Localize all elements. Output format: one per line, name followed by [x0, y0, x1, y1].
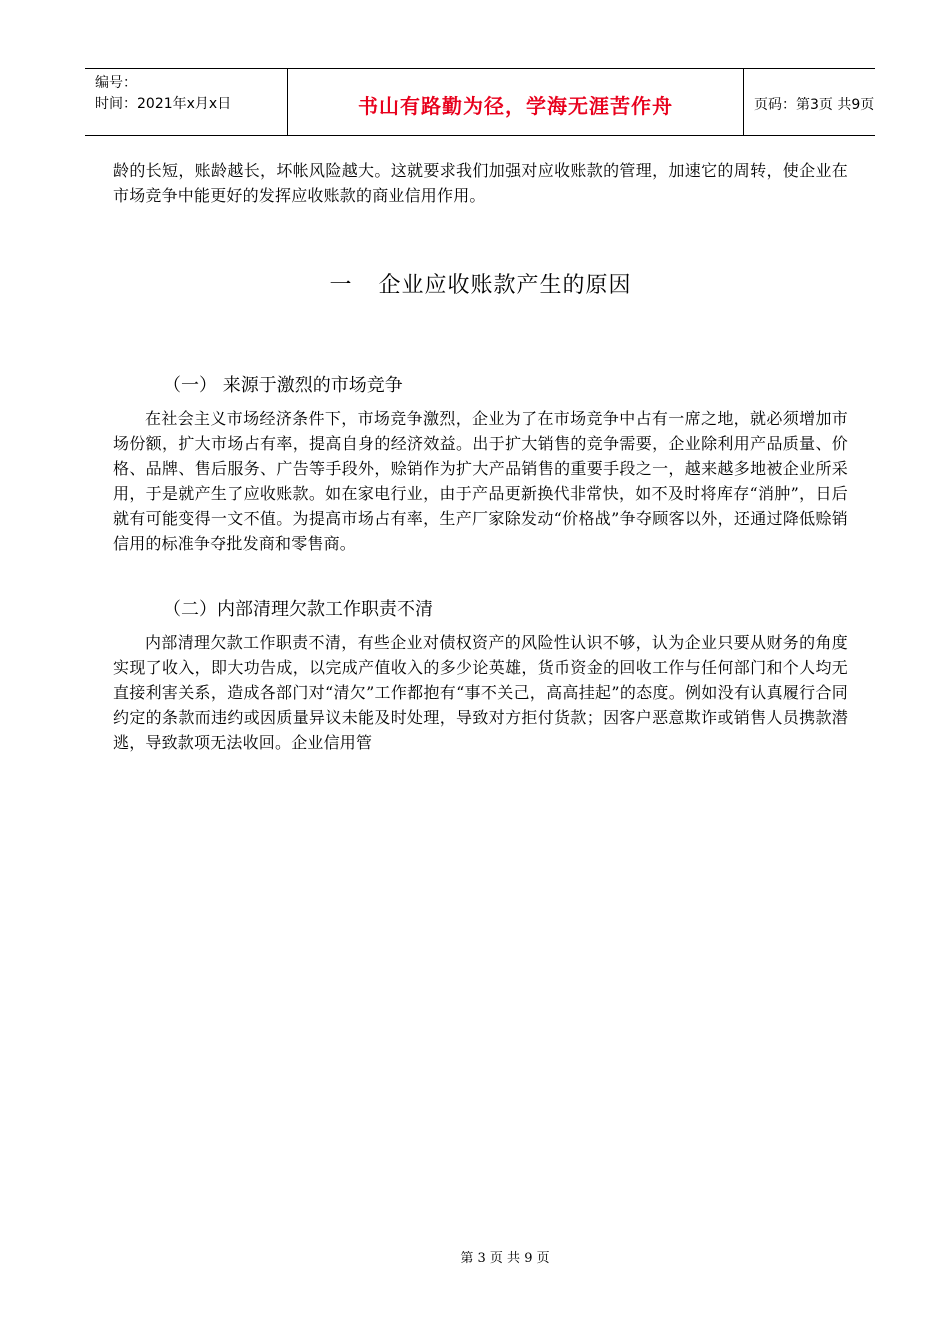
section-1-heading: （一） 来源于激烈的市场竞争 — [163, 375, 403, 396]
page-footer: 第 3 页 共 9 页 — [460, 1251, 550, 1266]
section-2-heading: （二）内部清理欠款工作职责不清 — [163, 599, 433, 620]
section-2-paragraph: 内部清理欠款工作职责不清，有些企业对债权资产的风险性认识不够，认为企业只要从财务的角度实现了收入，即大功告成，以完成产值收入的多少论英雄，货币资金的回收工作与任何部门和个人均无直接利害关系，造成各部门对“清欠”工作都抱有“事不关己，高高挂起”的态度。例如没有认真履行合同约定的条款而违约或因质量异议未能及时处理，导致对方拒付货款；因客户恶意欺诈或销售人员携款潜逃，导致款项无法收回。企业信用管 — [113, 633, 848, 752]
chapter-title — [113, 268, 848, 299]
header-page-number: 页码：第3页 共9页 — [754, 97, 875, 113]
page-header — [85, 68, 875, 136]
header-motto-cell — [287, 69, 744, 135]
document-body — [113, 158, 848, 752]
section-1-paragraph: 在社会主义市场经济条件下，市场竞争激烈，企业为了在市场竞争中占有一席之地，就必须增加市场份额，扩大市场占有率，提高自身的经济效益。出于扩大销售的竞争需要，企业除利用产品质量、价格、品牌、售后服务、广告等手段外，赊销作为扩大产品销售的重要手段之一，越来越多地被企业所采用，于是就产生了应收账款。如在家电行业，由于产品更新换代非常快，如不及时将库存“消肿”，日后就有可能变得一文不值。为提高市场占有率，生产厂家除发动“价格战”争夺顾客以外，还通过降低赊销信用的标准争夺批发商和零售商。 — [113, 409, 848, 553]
intro-paragraph: 龄的长短，账龄越长，坏帐风险越大。这就要求我们加强对应收账款的管理，加速它的周转，使企业在市场竞争中能更好的发挥应收账款的商业信用作用。 — [113, 161, 848, 205]
header-motto: 书山有路勤为径，学海无涯苦作舟 — [358, 94, 673, 118]
header-meta — [85, 69, 287, 135]
document-number-label: 编号： — [95, 75, 137, 91]
document-time-label: 时间：2021年x月x日 — [95, 96, 232, 112]
chapter-number: 一 — [329, 273, 353, 298]
chapter-title-text: 企业应收账款产生的原因 — [378, 273, 632, 298]
